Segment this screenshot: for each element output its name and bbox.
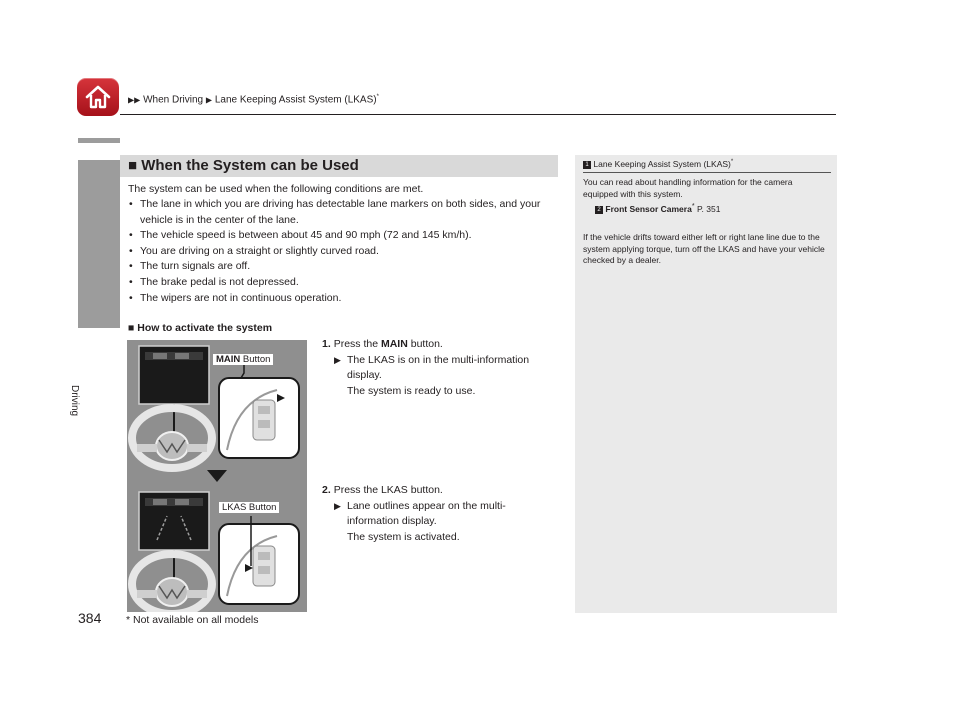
section-heading [120, 155, 558, 177]
step-2 [322, 483, 562, 545]
step-result-note: The system is ready to use. [347, 384, 476, 397]
breadcrumb-arrow-icon: ▶▶ [128, 95, 141, 105]
sidebar-title-asterisk: * [730, 159, 734, 166]
main-button-label [213, 354, 273, 365]
subheading [128, 322, 272, 334]
reference-label[interactable]: Front Sensor Camera [605, 203, 692, 214]
breadcrumb-link-when-driving[interactable]: When Driving [143, 94, 204, 106]
steering-wheel-illustration [127, 340, 307, 612]
main-button-label-rest: Button [242, 354, 271, 365]
list-item: • The vehicle speed is between about 45 and 90 mph (72 and 145 km/h). [128, 228, 560, 244]
breadcrumb-arrow-icon: ▶ [205, 95, 213, 105]
home-icon [84, 83, 112, 111]
step-result: The LKAS is on in the multi-information display. [347, 353, 530, 382]
reference-page[interactable]: P. 351 [696, 203, 721, 214]
sidebar-title [583, 159, 733, 169]
result-arrow-icon: ▶ [334, 354, 341, 365]
home-button[interactable] [77, 78, 119, 116]
note-marker-icon: 1 [583, 161, 591, 169]
list-item: • The brake pedal is not depressed. [128, 275, 560, 291]
breadcrumb-current: Lane Keeping Assist System (LKAS) [214, 94, 377, 106]
illustration-graphic [127, 340, 307, 612]
breadcrumb-asterisk: * [376, 94, 379, 100]
list-item: • The turn signals are off. [128, 259, 560, 275]
reference-asterisk: * [691, 202, 695, 210]
step-text-pre: Press the [333, 338, 379, 350]
reference-arrow-icon: 2 [595, 206, 603, 214]
page-number: 384 [78, 610, 102, 626]
chapter-tab-label[interactable]: Driving [69, 385, 80, 417]
result-arrow-icon: ▶ [334, 500, 341, 511]
footnote: * Not available on all models [126, 614, 259, 626]
list-item: • The wipers are not in continuous operation. [128, 291, 560, 307]
main-button-label-bold: MAIN [216, 354, 241, 365]
sidebar-para-2: If the vehicle drifts toward either left or right lane line due to the system applying torque, turn off the LKAS and have your vehicle checked by a dealer. [583, 232, 825, 266]
step-text-bold: MAIN [380, 338, 408, 350]
intro-text: The system can be used when the following conditions are met. [128, 183, 424, 195]
sidebar-para-1: You can read about handling information for the camera equipped with this system. [583, 177, 793, 199]
list-item: • The lane in which you are driving has detectable lane markers on both sides, and your vehicle is in the center of the lane. [128, 197, 560, 228]
chapter-tab-marker [78, 138, 120, 143]
section-heading-square-icon: ■ [128, 157, 138, 174]
step-text-post: button. [410, 338, 443, 350]
condition-list [128, 197, 560, 306]
section-title: When the System can be Used [141, 157, 359, 174]
sidebar-reference[interactable] [595, 201, 839, 215]
subheading-text: How to activate the system [137, 322, 273, 334]
sidebar-rule [583, 172, 831, 173]
step-1 [322, 337, 562, 399]
step-number: 2. [322, 484, 331, 496]
step-text: Press the LKAS button. [333, 484, 443, 496]
step-number: 1. [322, 338, 331, 350]
breadcrumb [128, 94, 379, 105]
chapter-tab-marker [78, 160, 120, 328]
sidebar-note [575, 155, 837, 613]
lkas-button-label: LKAS Button [219, 502, 279, 513]
step-result: Lane outlines appear on the multi-information display. [347, 499, 506, 528]
sidebar-title-text: Lane Keeping Assist System (LKAS) [593, 159, 731, 169]
step-result-note: The system is activated. [347, 530, 460, 543]
subheading-square-icon: ■ [128, 322, 135, 334]
header-rule [120, 114, 836, 115]
list-item: • You are driving on a straight or slightly curved road. [128, 244, 560, 260]
